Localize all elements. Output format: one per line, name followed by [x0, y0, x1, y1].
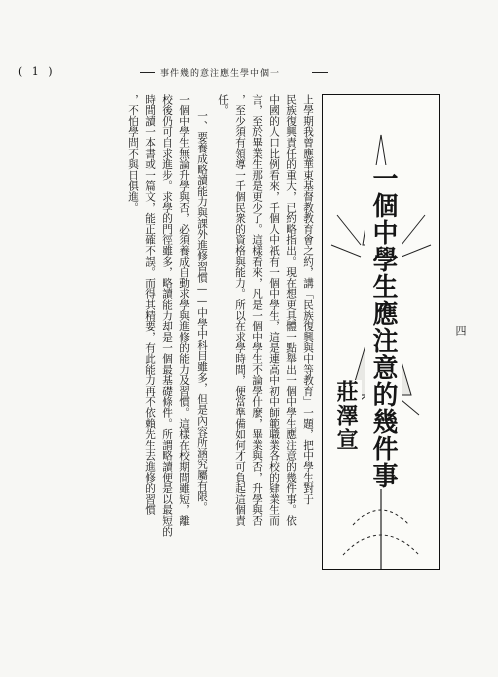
body-column-3: 中國的人口比例看來，千個人中祇有一個中學生，這是連高中初中師範職業各校的肄業生而: [268, 94, 280, 526]
title-block: [322, 94, 440, 570]
body-column-9: 校後仍可自求進步。求學的門徑雖多，略讀能力却是一個最基礎條件。所謂略讀便是以最短的: [161, 94, 173, 537]
margin-note: 四: [454, 325, 467, 336]
article-title: 一個中學生應注意的幾件事: [365, 165, 402, 489]
body-column-2: 民族復興責任的重大，已約略指出。現在想更具體一點舉出一個中學生應注意的幾件事。依: [285, 94, 297, 526]
running-head: 事件幾的意注應生學中個一: [160, 69, 281, 79]
header-rule-left: [140, 72, 155, 73]
body-column-10: 時間讀一本書或一篇文，能正確不誤。而得其精要，有此能力再不依賴先生去進修的習慣: [144, 94, 156, 516]
section-heading-1: 一、要養成略讀能力與課外進修習慣——中學中科目雖多，但是內容所涵究屬有限。: [196, 110, 208, 513]
body-column-8: 一個中學生無論升學與否，必須養成自動求學與進修的能力及習慣。這樣在校期間雖短，離: [178, 94, 190, 526]
body-column-5: ，至少須有領導一千個民衆的資格與能力。所以在求學時間，便當準備如何才可負起這個責: [234, 94, 246, 526]
body-column-1: 上學期我曾應華東基督教教育會之約，講「民族復興與中等教育」一題，把中學生對于: [302, 94, 314, 505]
body-column-4: 言，至於畢業生那是更少了。這樣看來，凡是一個中學生不論學什麼，畢業與否，升學與否: [251, 94, 263, 526]
page-number: ( 1 ): [18, 65, 56, 78]
article-author: 莊澤宣: [331, 380, 362, 452]
body-column-11: ，不怕學問不與日俱進。: [127, 94, 139, 213]
header-rule-right: [312, 72, 328, 73]
body-column-6: 任。: [217, 94, 229, 116]
